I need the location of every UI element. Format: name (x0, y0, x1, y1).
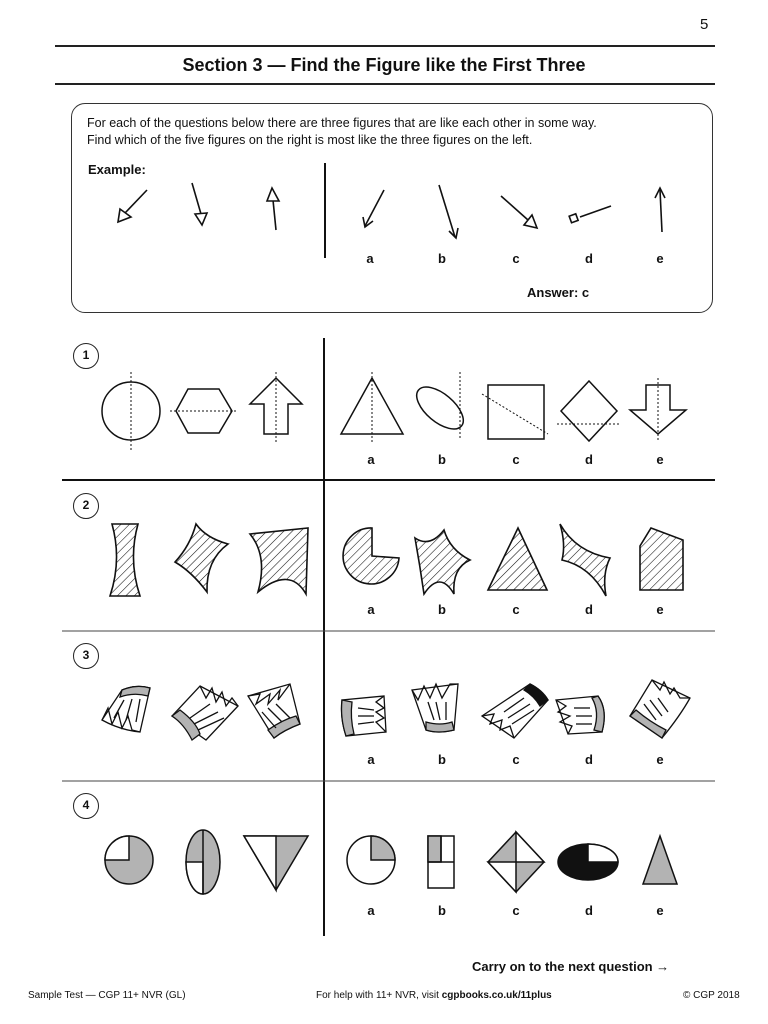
q4-figure-2 (186, 830, 220, 894)
section-title: Section 3 — Find the Figure like the First Three (182, 55, 586, 75)
example-letter-c: c (512, 251, 520, 266)
q3-letter-e[interactable]: e (656, 752, 664, 767)
q3-option-c (482, 684, 548, 738)
q4-figure-3 (244, 836, 308, 890)
instructions-line-2: Find which of the five figures on the right is most like the three figures on the left. (87, 133, 533, 147)
example-letter-a: a (366, 251, 374, 266)
q2-letter-d[interactable]: d (585, 602, 593, 617)
q2-letter-c[interactable]: c (512, 602, 520, 617)
q1-option-b (410, 379, 471, 436)
q3-option-e (630, 680, 690, 738)
example-letter-d: d (585, 251, 593, 266)
example-option-a (363, 190, 384, 227)
instructions-line-1: For each of the questions below there are three figures that are like each other in some way. (87, 116, 597, 130)
q3-figure-3 (248, 684, 300, 738)
q4-letter-e[interactable]: e (656, 903, 664, 918)
footer-right: © CGP 2018 (683, 990, 740, 1001)
question-number-1: 1 (73, 343, 99, 369)
q4-figure-1 (105, 836, 153, 884)
q3-option-d (556, 696, 604, 734)
question-number-4: 4 (73, 793, 99, 819)
q3-letter-a[interactable]: a (367, 752, 375, 767)
example-letter-e: e (656, 251, 664, 266)
q1-circle (102, 382, 160, 440)
q4-option-c (488, 832, 544, 892)
q2-letter-a[interactable]: a (367, 602, 375, 617)
q2-option-e (640, 528, 683, 590)
q3-letter-d[interactable]: d (585, 752, 593, 767)
example-letter-b: b (438, 251, 446, 266)
footer-left: Sample Test — CGP 11+ NVR (GL) (28, 990, 186, 1001)
example-option-e (655, 188, 665, 232)
q3-figure-1 (102, 686, 150, 732)
example-figure-3 (267, 188, 279, 230)
example-answer: Answer: c (527, 285, 590, 300)
q1-letter-a[interactable]: a (367, 452, 375, 467)
q4-letter-c[interactable]: c (512, 903, 520, 918)
q2-option-a (343, 528, 399, 584)
q4-option-d (558, 844, 618, 880)
page-number: 5 (700, 16, 709, 33)
q3-letter-b[interactable]: b (438, 752, 446, 767)
q3-figure-2 (172, 686, 238, 740)
q4-option-b (428, 836, 454, 888)
question-number-2: 2 (73, 493, 99, 519)
q3-option-a (342, 696, 387, 736)
example-figure-1 (118, 190, 147, 222)
example-option-d (569, 206, 611, 223)
example-figure-2 (192, 183, 207, 225)
q4-letter-a[interactable]: a (367, 903, 375, 918)
example-option-c (501, 196, 537, 228)
q2-figure-2 (175, 524, 228, 592)
q4-option-e (643, 836, 677, 884)
q1-letter-e[interactable]: e (656, 452, 664, 467)
q2-option-b (415, 530, 470, 594)
q1-letter-d[interactable]: d (585, 452, 593, 467)
q4-letter-d[interactable]: d (585, 903, 593, 918)
q2-figure-3 (250, 528, 308, 594)
question-number-3: 3 (73, 643, 99, 669)
q2-letter-e[interactable]: e (656, 602, 664, 617)
q3-letter-c[interactable]: c (512, 752, 520, 767)
q4-letter-b[interactable]: b (438, 903, 446, 918)
q1-option-d (561, 381, 617, 441)
example-option-b (439, 185, 458, 238)
carry-on-text: Carry on to the next question → (472, 959, 670, 974)
q1-letter-b[interactable]: b (438, 452, 446, 467)
footer-prefix: For help with 11+ NVR, visit (316, 990, 442, 1001)
q1-letter-c[interactable]: c (512, 452, 520, 467)
footer-center (316, 990, 552, 1001)
q4-option-a (347, 836, 395, 884)
q2-letter-b[interactable]: b (438, 602, 446, 617)
q2-figure-1 (110, 524, 140, 596)
footer-link[interactable]: cgpbooks.co.uk/11plus (441, 990, 552, 1001)
q1-option-c (488, 385, 544, 439)
q3-option-b (412, 684, 458, 732)
q2-option-d (560, 524, 610, 596)
q2-option-c (488, 528, 547, 590)
example-label: Example: (88, 162, 146, 177)
